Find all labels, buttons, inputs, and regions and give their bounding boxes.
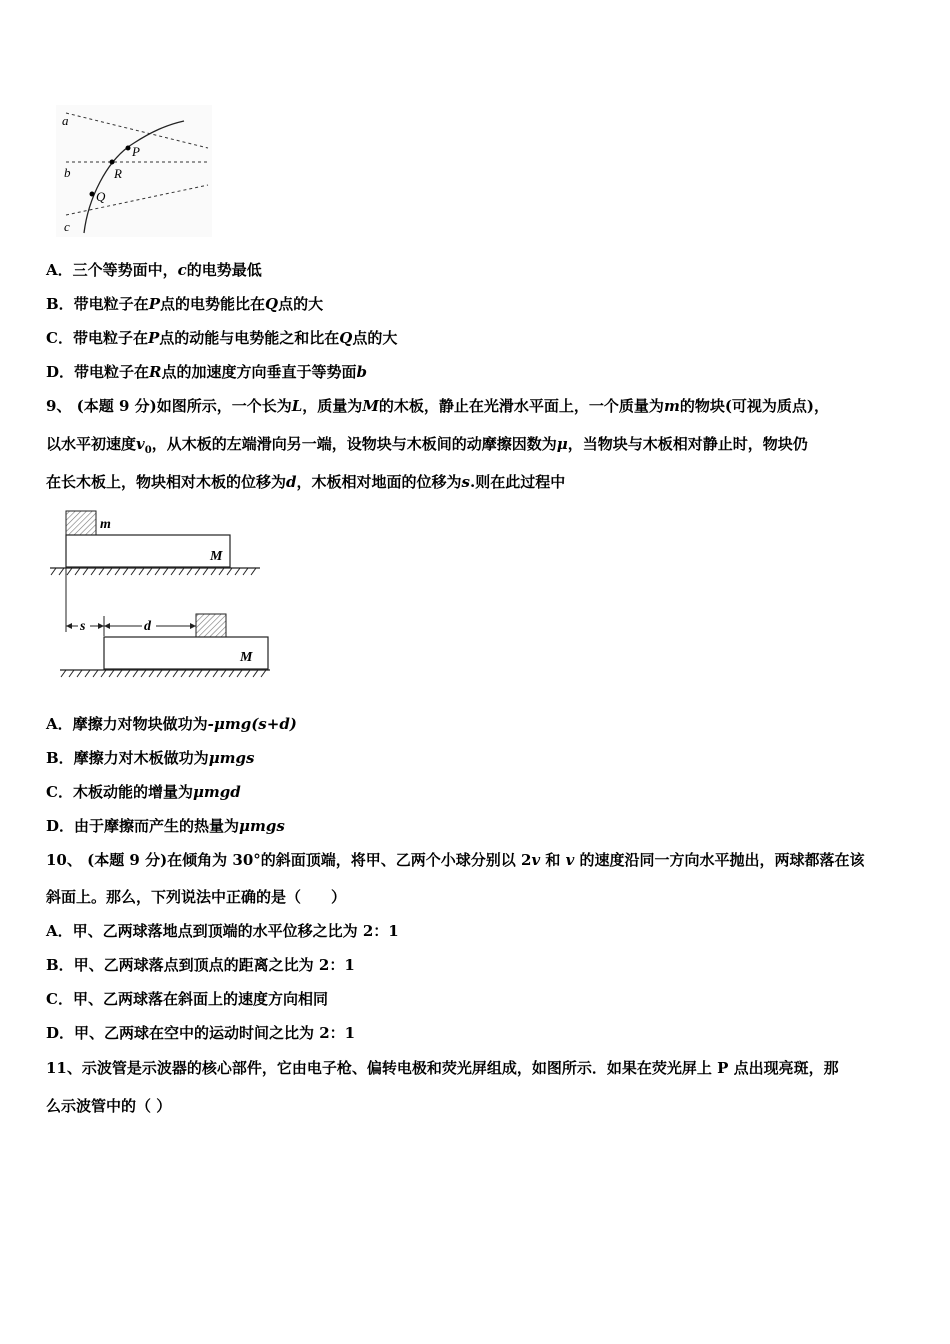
- q8-option-b: B．带电粒子在P点的电势能比在Q点的大: [46, 295, 324, 313]
- q9-stem-line3: 在长木板上，物块相对木板的位移为d，木板相对地面的位移为s.则在此过程中: [46, 473, 566, 491]
- q11-stem-line1: 11、示波管是示波器的核心部件，它由电子枪、偏转电极和荧光屏组成，如图所示．如果在荧光屏上 P 点出现亮斑，那: [46, 1059, 839, 1077]
- q10-option-d: D．甲、乙两球在空中的运动时间之比为 2：1: [46, 1024, 356, 1042]
- q9-option-d: D．由于摩擦而产生的热量为μmgs: [46, 817, 285, 835]
- point-P: [126, 146, 131, 151]
- label-Q: Q: [96, 189, 106, 204]
- label-a: a: [62, 113, 69, 128]
- q8-option-a: A．三个等势面中，c的电势最低: [46, 261, 262, 279]
- q9-option-a: A．摩擦力对物块做功为-μmg(s+d): [46, 715, 297, 733]
- label-M-top: M: [210, 549, 223, 564]
- block-board-figure: [46, 506, 278, 690]
- q9-stem-line2: 以水平初速度$v_0$，从木板的左端滑向另一端，设物块与木板间的动摩擦因数为μ，当物块与木板相对静止时，物块仍: [46, 435, 808, 456]
- label-P: P: [132, 144, 140, 159]
- q8-option-c: C．带电粒子在P点的动能与电势能之和比在Q点的大: [46, 329, 398, 347]
- q9-stem-line1: 9、 (本题 9 分)如图所示，一个长为L，质量为M的木板，静止在光滑水平面上，一个质量为m的物块(可视为质点)，: [46, 397, 830, 415]
- q10-option-a: A．甲、乙两球落地点到顶端的水平位移之比为 2：1: [46, 922, 399, 940]
- q9-option-c: C．木板动能的增量为μmgd: [46, 783, 241, 801]
- label-b: b: [64, 165, 71, 180]
- label-m: m: [100, 517, 111, 532]
- board-M-initial: [66, 535, 230, 567]
- ground-bottom-hatch: [61, 670, 266, 677]
- q9-option-b: B．摩擦力对木板做功为μmgs: [46, 749, 255, 767]
- label-R: R: [114, 166, 122, 181]
- ground-top-hatch: [51, 568, 256, 575]
- point-Q: [90, 192, 95, 197]
- q11-stem-line2: 么示波管中的（ ）: [46, 1097, 172, 1115]
- label-c: c: [64, 219, 70, 234]
- label-d: d: [144, 619, 151, 634]
- q10-option-c: C．甲、乙两球落在斜面上的速度方向相同: [46, 990, 328, 1008]
- q10-stem-line2: 斜面上。那么，下列说法中正确的是（ ）: [46, 888, 347, 906]
- q10-stem-line1: 10、 (本题 9 分)在倾角为 30°的斜面顶端，将甲、乙两个小球分别以 2v 和 v 的速度沿同一方向水平抛出，两球都落在该: [46, 851, 865, 869]
- point-R: [110, 160, 115, 165]
- equipotential-figure: [56, 105, 212, 237]
- block-m-final: [196, 614, 226, 637]
- block-m-initial: [66, 511, 96, 535]
- q10-option-b: B．甲、乙两球落点到顶点的距离之比为 2：1: [46, 956, 355, 974]
- label-M-bottom: M: [240, 650, 253, 665]
- label-s: s: [80, 619, 86, 634]
- q8-option-d: D．带电粒子在R点的加速度方向垂直于等势面b: [46, 363, 367, 381]
